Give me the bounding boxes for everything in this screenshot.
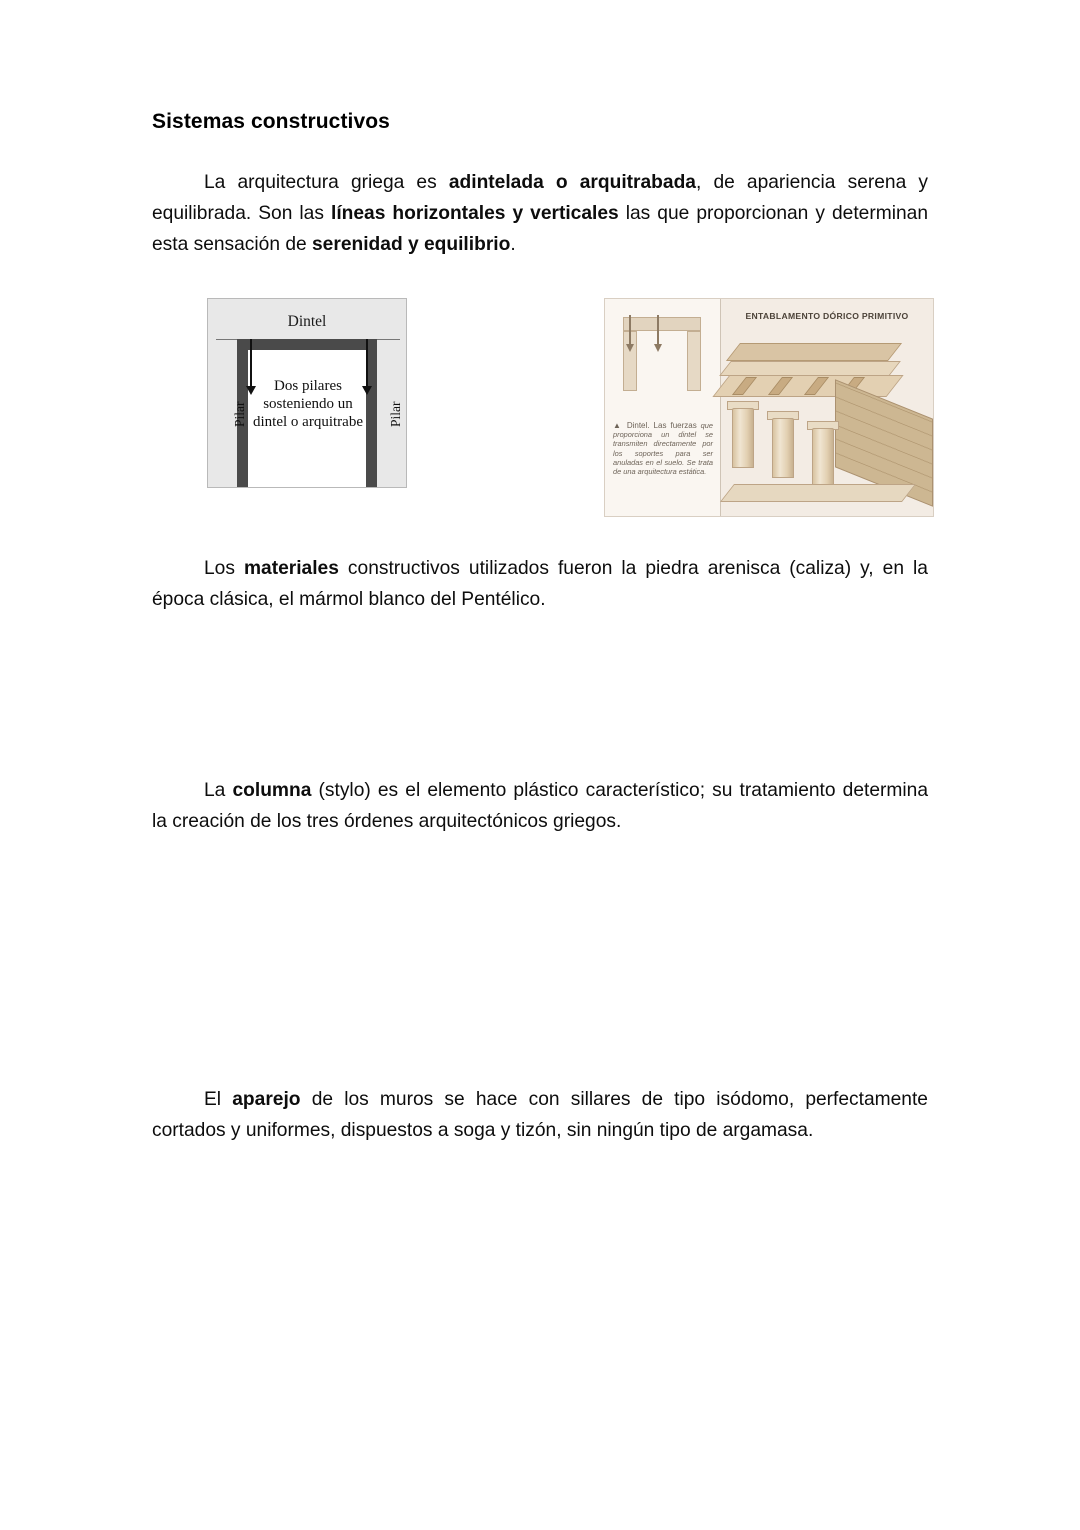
figure-row <box>152 298 928 515</box>
doric-figure-title: ENTABLAMENTO DÓRICO PRIMITIVO <box>745 311 909 321</box>
spacer <box>152 837 928 1084</box>
bold-serenidad: serenidad y equilibrio <box>312 234 511 255</box>
diagram-center-text: Dos pilares sosteniendo un dintel o arquitrabe <box>253 378 363 430</box>
paragraph-adintelada <box>152 167 928 260</box>
bold-adintelada: adintelada o arquitrabada <box>448 172 696 193</box>
stylobate-floor <box>720 484 916 502</box>
spacer <box>152 515 928 553</box>
lintel-diagram-figure <box>207 298 407 488</box>
spacer <box>152 615 928 775</box>
bold-lineas: líneas horizontales y verticales <box>330 203 619 224</box>
diagram-force-arrow-right <box>366 339 368 387</box>
diagram-label-pilar-right: Pilar <box>388 401 403 427</box>
bold-materiales: materiales <box>243 558 339 579</box>
page-content <box>152 110 928 1146</box>
bold-aparejo: aparejo <box>232 1089 301 1110</box>
paragraph-materiales <box>152 553 928 615</box>
diagram-force-arrow-left <box>250 339 252 387</box>
doric-column <box>772 418 794 478</box>
entablature-cornice <box>726 343 902 361</box>
paragraph-aparejo <box>152 1084 928 1146</box>
doric-column <box>732 408 754 468</box>
bold-columna: columna <box>232 780 312 801</box>
doric-entablature-drawing <box>721 327 933 516</box>
diagram-dintel-label: Dintel <box>287 313 327 330</box>
text-segment: de los muros se hace con sillares de tipo isódomo, perfectamente cortados y uniformes, dispuestos a soga y tizón, sin ningún tipo de argamasa. <box>152 1089 928 1141</box>
text-segment: (stylo) es el elemento plástico característico; su tratamiento determina la creación de los tres órdenes arquitectónicos griegos. <box>152 780 928 832</box>
portico-illustration <box>623 317 701 391</box>
diagram-label-pilar-left: Pilar <box>232 401 247 427</box>
doric-figure-caption <box>613 421 713 476</box>
text-segment: El <box>204 1089 233 1110</box>
doric-column <box>812 428 834 488</box>
doric-entablature-figure <box>604 298 934 517</box>
portico-arrow-left <box>629 315 631 345</box>
entablature-architrave <box>719 361 901 376</box>
portico-lintel <box>623 317 701 331</box>
caption-lead: ▲ Dintel. Las fuerzas <box>613 421 697 430</box>
page-title: Sistemas constructivos <box>152 110 390 133</box>
caption-body: que proporciona un dintel se transmiten directamente por los soportes para ser anuladas en el suelo. Se trata de una arquitectura estática. <box>613 421 713 477</box>
text-segment: Los <box>204 558 244 579</box>
text-segment: , de apariencia serena y equilibrada. Son las <box>152 172 929 224</box>
text-segment: . <box>510 234 516 255</box>
text-segment: La arquitectura griega es <box>204 172 449 193</box>
portico-arrow-right <box>657 315 659 345</box>
text-segment: La <box>204 780 233 801</box>
paragraph-columna <box>152 775 928 837</box>
portico-post-right <box>687 331 701 391</box>
text-segment: las que proporcionan y determinan esta sensación de <box>152 203 928 255</box>
text-segment: constructivos utilizados fueron la piedra arenisca (caliza) y, en la época clásica, el mármol blanco del Pentélico. <box>152 558 928 610</box>
